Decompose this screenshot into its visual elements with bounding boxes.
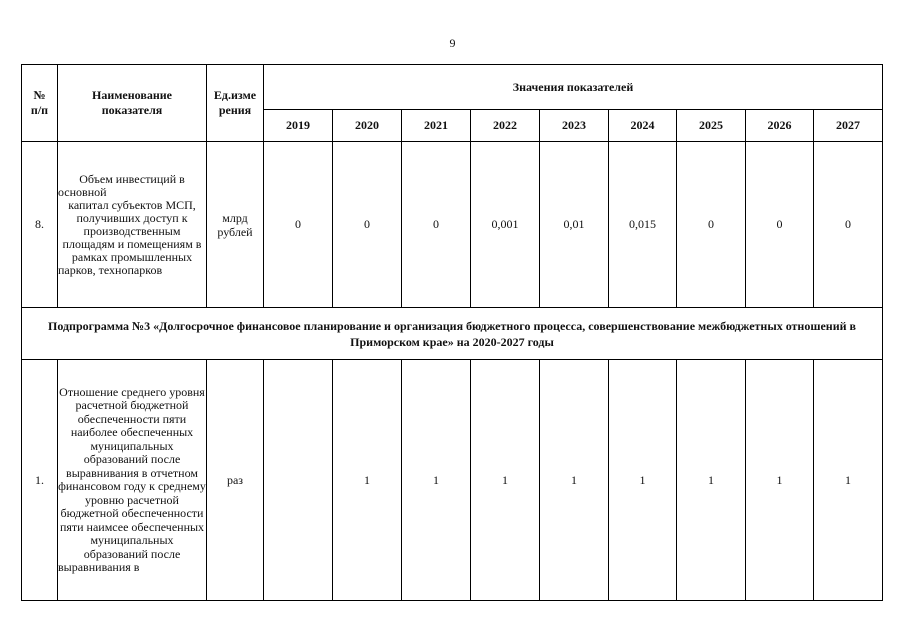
- header-num: № п/п: [22, 65, 58, 142]
- value-2022: 1: [471, 360, 540, 601]
- row-unit: млрд рублей: [207, 142, 264, 308]
- row-unit: раз: [207, 360, 264, 601]
- year-2020: 2020: [333, 110, 402, 142]
- indicators-table: [21, 64, 883, 601]
- value-2022: 0,001: [471, 142, 540, 308]
- value-2019: 0: [264, 142, 333, 308]
- year-2025: 2025: [677, 110, 746, 142]
- header-unit: Ед.изме рения: [207, 65, 264, 142]
- year-2021: 2021: [402, 110, 471, 142]
- value-2020: 0: [333, 142, 402, 308]
- row-name: Отношение среднего уровня расчетной бюджетной обеспеченности пяти наиболее обеспеченных муниципальных образований после выравнивания в отчетном финансовом году к среднему уровню расчетной бюджетной обеспеченности пяти наимсее обеспеченных муниципальных образований после выравнивания в: [58, 360, 207, 601]
- year-2026: 2026: [746, 110, 814, 142]
- value-2023: 0,01: [540, 142, 609, 308]
- year-2023: 2023: [540, 110, 609, 142]
- subprogram-row: [22, 308, 883, 360]
- year-2024: 2024: [609, 110, 677, 142]
- row-name: Объем инвестиций в основной капитал субъектов МСП, получивших доступ к производственным площадям и помещениям в рамках промышленных парков, технопарков: [58, 142, 207, 308]
- value-2020: 1: [333, 360, 402, 601]
- subprogram-title: Подпрограмма №3 «Долгосрочное финансовое планирование и организация бюджетного процесса, совершенствование межбюджетных отношений в Приморском крае» на 2020-2027 годы: [22, 308, 883, 360]
- value-2026: 1: [746, 360, 814, 601]
- table-row: [22, 142, 883, 308]
- row-num: 8.: [22, 142, 58, 308]
- value-2021: 1: [402, 360, 471, 601]
- table-row: [22, 360, 883, 601]
- value-2025: 0: [677, 142, 746, 308]
- value-2026: 0: [746, 142, 814, 308]
- value-2027: 0: [814, 142, 883, 308]
- header-values: Значения показателей: [264, 65, 883, 110]
- value-2024: 0,015: [609, 142, 677, 308]
- year-2019: 2019: [264, 110, 333, 142]
- year-2022: 2022: [471, 110, 540, 142]
- value-2024: 1: [609, 360, 677, 601]
- value-2021: 0: [402, 142, 471, 308]
- page-number: 9: [449, 36, 456, 50]
- value-2025: 1: [677, 360, 746, 601]
- row-num: 1.: [22, 360, 58, 601]
- value-2019: [264, 360, 333, 601]
- header-name: Наименование показателя: [58, 65, 207, 142]
- year-2027: 2027: [814, 110, 883, 142]
- value-2027: 1: [814, 360, 883, 601]
- value-2023: 1: [540, 360, 609, 601]
